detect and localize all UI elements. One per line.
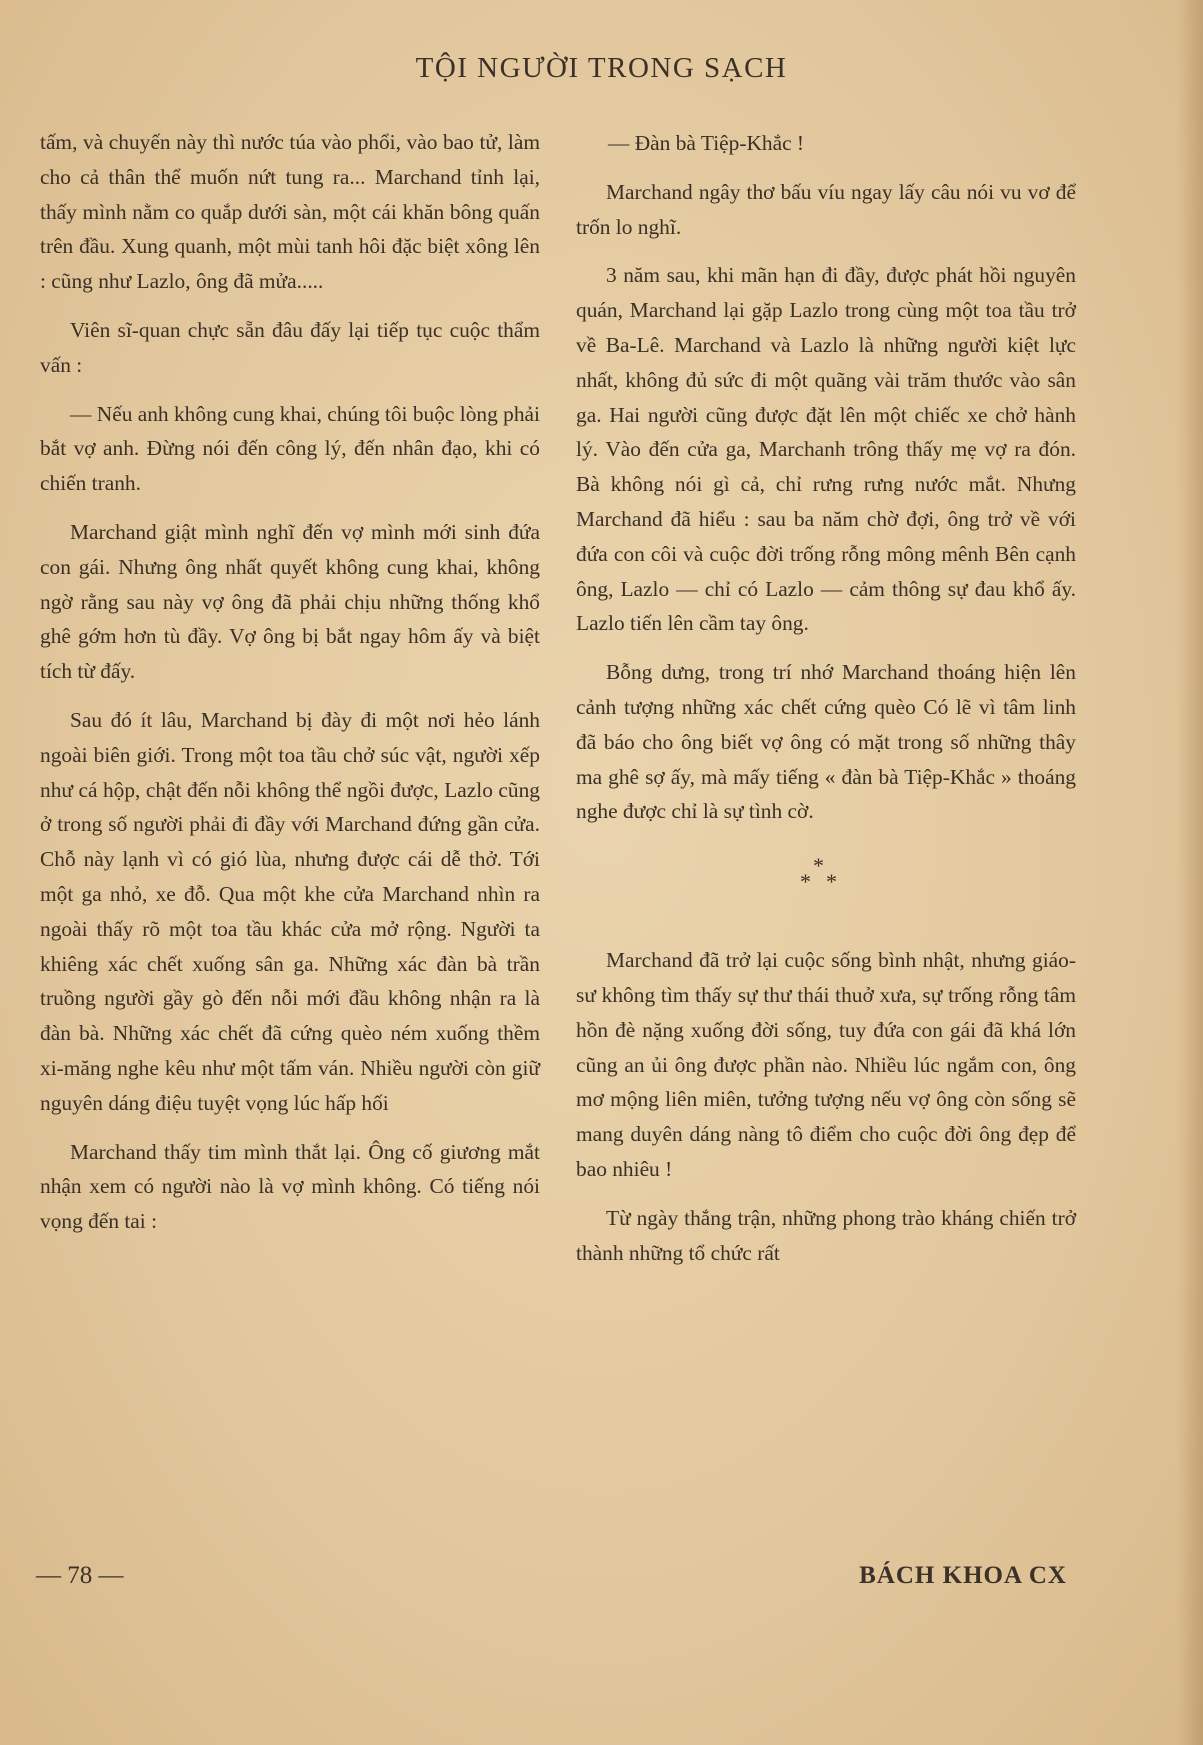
dialog-paragraph: — Đàn bà Tiệp-Khắc ! — [608, 131, 805, 155]
dialog-paragraph: — Nếu anh không cung khai, chúng tôi buộc lòng phải bắt vợ anh. Đừng nói đến công lý, đến nhân đạo, khi có chiến tranh. — [40, 401, 540, 496]
running-title: TỘI NGƯỜI TRONG SẠCH — [415, 52, 788, 84]
paragraph: Từ ngày thắng trận, những phong trào kháng chiến trở thành những tổ chức rất — [576, 1205, 1076, 1265]
publication-name: BÁCH KHOA CX — [859, 1562, 1067, 1589]
asterisk: * — [800, 869, 811, 895]
paragraph: Sau đó ít lâu, Marchand bị đày đi một nơi hẻo lánh ngoài biên giới. Trong một toa tầu chở súc vật, người xếp như cá hộp, chật đến nỗi không thể ngồi được, Lazlo cũng ở trong số người phải đi đầy với Marchand đứng gần cửa. Chỗ này lạnh vì có gió lùa, nhưng được cái dễ thở. Tới một ga nhỏ, xe đỗ. Qua một khe cửa Marchand nhìn ra ngoài thấy rõ một toa tầu khác cửa mở rộng. Người ta khiêng xác chết xuống sân ga. Những xác đàn bà trần truồng người gầy gò đến nỗi mới đầu không nhận ra là đàn bà. Những xác chết đã cứng quèo ném xuống thềm xi-măng nghe kêu như một tấm ván. Nhiều người còn giữ nguyên dáng điệu tuyệt vọng lúc hấp hối — [40, 707, 540, 1115]
asterisk: * — [826, 869, 837, 895]
paragraph: Marchand giật mình nghĩ đến vợ mình mới sinh đứa con gái. Nhưng ông nhất quyết không cung khai, không ngờ rằng sau này vợ ông đã phải chịu những thống khổ ghê gớm hơn tù đầy. Vợ ông bị bắt ngay hôm ấy và biệt tích từ đấy. — [40, 519, 540, 684]
paragraph: Bỗng dưng, trong trí nhớ Marchand thoáng hiện lên cảnh tượng những xác chết cứng quèo Có lẽ vì tâm linh đã báo cho ông biết vợ ông có mặt trong số những thây ma ghê sợ ấy, mà mấy tiếng « đàn bà Tiệp-Khắc » thoáng nghe được chỉ là sự tình cờ. — [576, 660, 1076, 824]
paragraph: Marchand đã trở lại cuộc sống bình nhật, nhưng giáo-sư không tìm thấy sự thư thái thuở xưa, sự trống rỗng tâm hồn đè nặng xuống đời sống, tuy đứa con gái đã khá lớn cũng an ủi ông được phần nào. Nhiều lúc ngắm con, ông mơ mộng liên miên, tưởng tượng nếu vợ ông còn sống sẽ mang duyên dáng nàng tô điểm cho cuộc đời ông đẹp để bao nhiêu ! — [576, 948, 1076, 1181]
right-column — [576, 126, 1076, 1284]
paragraph: Marchand thấy tim mình thắt lại. Ông cố giương mắt nhận xem có người nào là vợ mình không. Có tiếng nói vọng đến tai : — [40, 1139, 540, 1234]
paragraph: 3 năm sau, khi mãn hạn đi đầy, được phát hồi nguyên quán, Marchand lại gặp Lazlo trong cùng một toa tầu trở về Ba-Lê. Marchand và Lazlo là những người kiệt lực nhất, không đủ sức đi một quãng vài trăm thước vào sân ga. Hai người cũng được đặt lên một chiếc xe chở hành lý. Vào đến cửa ga, Marchanh trông thấy mẹ vợ ra đón. Bà không nói gì cả, chỉ rưng rưng nước mắt. Nhưng Marchand đã hiểu : sau ba năm chờ đợi, ông trở về với đứa con côi và cuộc đời trống rỗng mông mênh Bên cạnh ông, Lazlo — chỉ có Lazlo — cảm thông sự đau khổ ấy. Lazlo tiến lên cầm tay ông. — [576, 263, 1076, 636]
paragraph: Marchand ngây thơ bấu víu ngay lấy câu nói vu vơ để trốn lo nghĩ. — [576, 179, 1076, 239]
left-column — [40, 125, 540, 1253]
section-break-asterism — [576, 849, 1076, 909]
paragraph: Viên sĩ-quan chực sẵn đâu đấy lại tiếp tục cuộc thẩm vấn : — [40, 317, 540, 377]
page-number: — 78 — — [36, 1562, 124, 1589]
paragraph: tấm, và chuyến này thì nước túa vào phổi, vào bao tử, làm cho cả thân thể muốn nứt tung ra... Marchand tỉnh lại, thấy mình nằm co quắp dưới sàn, một cái khăn bông quấn trên đầu. Xung quanh, một mùi tanh hôi đặc biệt xông lên : cũng như Lazlo, ông đã mửa..... — [40, 130, 540, 294]
asterisk: * — [813, 853, 824, 879]
